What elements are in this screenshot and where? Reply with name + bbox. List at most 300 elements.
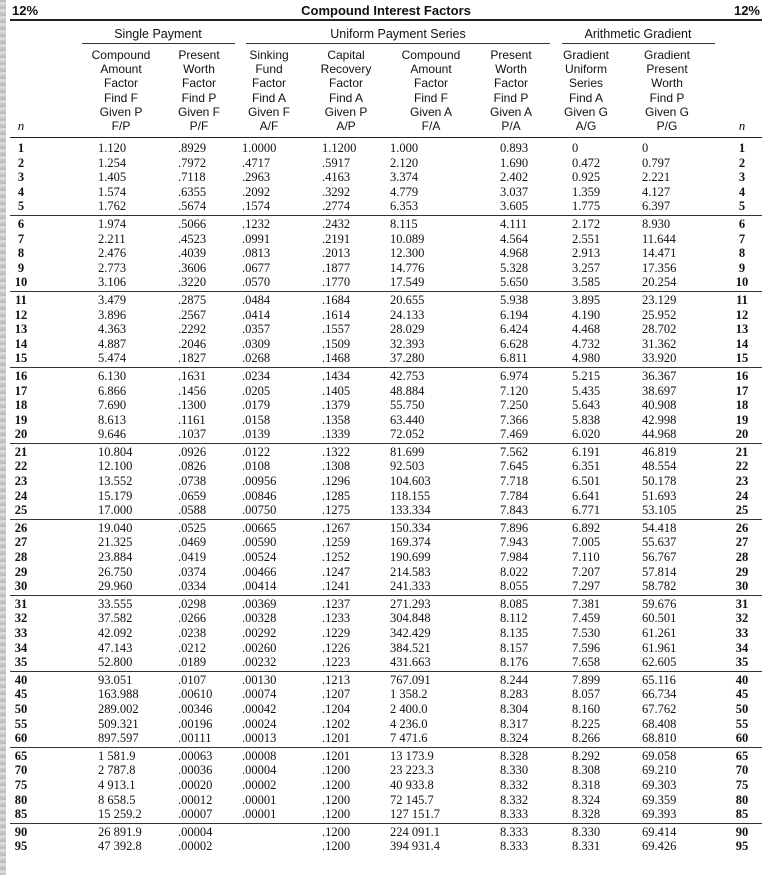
column-header-line: Find P <box>181 90 217 105</box>
cell-pa: 7.896 <box>500 520 529 535</box>
cell-ag: 8.328 <box>572 807 601 822</box>
cell-pf: .2046 <box>178 336 207 351</box>
cell-pg: 57.814 <box>642 564 677 579</box>
column-header-fa <box>390 48 472 136</box>
cell-ag: 6.020 <box>572 427 601 442</box>
column-header-line: Series <box>568 76 603 91</box>
cell-pa: 7.469 <box>500 427 529 442</box>
cell-fp: 897.597 <box>98 731 139 746</box>
cell-pa: 5.938 <box>500 292 529 307</box>
cell-af: .0677 <box>242 260 271 275</box>
cell-ap: .1200 <box>322 807 351 822</box>
cell-n_left: 14 <box>14 336 28 351</box>
cell-pg: 40.908 <box>642 398 677 413</box>
table-row <box>10 825 762 840</box>
cell-n_right: 5 <box>738 199 746 214</box>
cell-n_left: 2 <box>17 155 25 170</box>
cell-pg: 68.810 <box>642 731 677 746</box>
cell-fp: 5.474 <box>98 351 127 366</box>
cell-pa: 8.333 <box>500 839 529 854</box>
cell-fa: 28.029 <box>390 322 425 337</box>
cell-n_left: 3 <box>17 170 25 185</box>
column-header-line: n <box>738 117 746 133</box>
cell-pg: 53.105 <box>642 503 677 518</box>
cell-fa: 1.000 <box>390 141 419 155</box>
cell-fa: 271.293 <box>390 596 431 611</box>
cell-af: .0234 <box>242 368 271 383</box>
cell-pf: .4523 <box>178 231 207 246</box>
cell-pa: 8.328 <box>500 748 529 763</box>
cell-ag: 4.980 <box>572 351 601 366</box>
cell-pg: 58.782 <box>642 579 677 594</box>
cell-ag: 7.297 <box>572 579 601 594</box>
cell-af: .00024 <box>242 716 277 731</box>
cell-n_left: 5 <box>17 199 25 214</box>
cell-fp: 2.211 <box>98 231 126 246</box>
table-row <box>10 351 762 366</box>
cell-n_left: 31 <box>14 596 28 611</box>
cell-n_left: 55 <box>14 716 28 731</box>
cell-ag: 7.596 <box>572 640 601 655</box>
cell-fa: 767.091 <box>390 672 431 687</box>
cell-fp: 17.000 <box>98 503 133 518</box>
column-header-line: Find F <box>413 90 448 105</box>
interest-table-page <box>10 0 762 875</box>
cell-n_right: 19 <box>735 412 749 427</box>
cell-fa: 7 471.6 <box>390 731 428 746</box>
cell-fa: 1 358.2 <box>390 687 428 702</box>
cell-af: .00008 <box>242 748 277 763</box>
column-header-line: Compound <box>91 48 151 62</box>
table-row <box>10 413 762 428</box>
table-row <box>10 503 762 518</box>
cell-pa: 7.120 <box>500 383 529 398</box>
cell-pa: 8.330 <box>500 763 529 778</box>
cell-pg: 69.393 <box>642 807 677 822</box>
cell-n_right: 18 <box>735 398 749 413</box>
table-row <box>10 655 762 670</box>
cell-pa: 8.112 <box>500 611 528 626</box>
cell-af: .1232 <box>242 216 271 231</box>
cell-af: .1574 <box>242 199 271 214</box>
row-group <box>10 216 762 292</box>
cell-n_left: 24 <box>14 488 28 503</box>
cell-fp: 4 913.1 <box>98 777 136 792</box>
cell-pa: 3.037 <box>500 184 529 199</box>
cell-ap: .2191 <box>322 231 351 246</box>
column-header-line: Given F <box>177 104 220 119</box>
cell-n_right: 95 <box>735 839 749 854</box>
cell-n_right: 28 <box>735 550 749 565</box>
cell-pa: 7.943 <box>500 535 529 550</box>
cell-pg: 69.058 <box>642 748 677 763</box>
cell-n_left: 60 <box>14 731 28 746</box>
column-header-line: Given P <box>99 104 143 119</box>
cell-n_left: 11 <box>15 292 27 307</box>
table-row <box>10 474 762 489</box>
cell-n_right: 34 <box>735 640 749 655</box>
table-row <box>10 398 762 413</box>
cell-ag: 8.318 <box>572 777 601 792</box>
cell-ap: .1233 <box>322 611 351 626</box>
cell-n_right: 20 <box>735 427 749 442</box>
cell-n_left: 10 <box>14 275 28 290</box>
cell-ag: 7.459 <box>572 611 601 626</box>
cell-ag: 7.005 <box>572 535 601 550</box>
cell-pg: 66.734 <box>642 687 677 702</box>
cell-ap: .1200 <box>322 824 351 839</box>
cell-af: .00524 <box>242 550 277 565</box>
cell-fa: 127 151.7 <box>390 807 440 822</box>
column-header-line: Find P <box>493 90 529 105</box>
column-header-line: Gradient <box>562 48 610 62</box>
cell-ag: 3.257 <box>572 260 601 275</box>
table-row <box>10 489 762 504</box>
cell-pa: 8.333 <box>500 807 529 822</box>
cell-ag: 2.172 <box>572 216 601 231</box>
table-row <box>10 384 762 399</box>
table-row <box>10 597 762 612</box>
cell-pf: .6355 <box>178 184 207 199</box>
cell-fp: 26.750 <box>98 564 133 579</box>
table-row <box>10 717 762 732</box>
table-row <box>10 217 762 232</box>
cell-ag: 4.190 <box>572 307 601 322</box>
cell-af: .0309 <box>242 336 271 351</box>
cell-ap: .1770 <box>322 275 351 290</box>
cell-pf: .00610 <box>178 687 213 702</box>
table-row <box>10 275 762 290</box>
cell-pg: 20.254 <box>642 275 677 290</box>
cell-af: .0991 <box>242 231 271 246</box>
cell-n_left: 28 <box>14 550 28 565</box>
cell-fa: 8.115 <box>390 216 418 231</box>
cell-pf: .0374 <box>178 564 207 579</box>
cell-fa: 190.699 <box>390 550 431 565</box>
column-header-line <box>10 91 32 105</box>
cell-pg: 0.797 <box>642 155 671 170</box>
column-header-line: P/A <box>501 118 521 133</box>
cell-af: .0179 <box>242 398 271 413</box>
cell-af: .00074 <box>242 687 277 702</box>
table-row <box>10 232 762 247</box>
cell-n_left: 32 <box>14 611 28 626</box>
cell-n_left: 15 <box>14 351 28 366</box>
cell-pg: 56.767 <box>642 550 677 565</box>
cell-fa: 14.776 <box>390 260 425 275</box>
cell-pf: .3606 <box>178 260 207 275</box>
column-header-line: Amount <box>100 62 142 77</box>
cell-fp: 1.762 <box>98 199 127 214</box>
column-header-line: Factor <box>328 76 363 91</box>
cell-n_left: 6 <box>17 216 25 231</box>
cell-fp: 8.613 <box>98 412 127 427</box>
cell-fp: 6.866 <box>98 383 127 398</box>
cell-pa: 2.402 <box>500 170 529 185</box>
cell-af: .00042 <box>242 701 277 716</box>
cell-fa: 55.750 <box>390 398 425 413</box>
cell-n_right: 21 <box>735 444 749 459</box>
cell-n_right: 27 <box>735 535 749 550</box>
cell-n_left: 25 <box>14 503 28 518</box>
cell-n_left: 40 <box>14 672 28 687</box>
cell-pa: 4.564 <box>500 231 529 246</box>
column-header-line: P/F <box>189 118 209 133</box>
table-row <box>10 170 762 185</box>
cell-ap: .1200 <box>322 777 351 792</box>
cell-ap: .1468 <box>322 351 351 366</box>
column-header-line <box>10 62 32 76</box>
cell-pg: 69.414 <box>642 824 677 839</box>
cell-pf: .3220 <box>178 275 207 290</box>
cell-pa: 7.366 <box>500 412 529 427</box>
cell-pa: 8.176 <box>500 655 529 670</box>
table-row <box>10 763 762 778</box>
cell-n_right: 8 <box>738 246 746 261</box>
column-header-line: Find F <box>103 90 138 105</box>
cell-pa: 8.055 <box>500 579 529 594</box>
cell-fa: 32.393 <box>390 336 425 351</box>
cell-n_right: 32 <box>735 611 749 626</box>
cell-fp: 19.040 <box>98 520 133 535</box>
cell-fp: 47.143 <box>98 640 133 655</box>
column-header-pf <box>166 48 232 136</box>
cell-pa: 6.194 <box>500 307 529 322</box>
cell-pa: 8.283 <box>500 687 529 702</box>
cell-ap: .1200 <box>322 763 351 778</box>
cell-af: .0268 <box>242 351 271 366</box>
cell-af: .0205 <box>242 383 271 398</box>
cell-ap: .1405 <box>322 383 351 398</box>
table-row <box>10 626 762 641</box>
cell-pg: 54.418 <box>642 520 677 535</box>
cell-n_left: 70 <box>14 763 28 778</box>
cell-fp: 1.405 <box>98 170 127 185</box>
uniform-series-header: Uniform Payment Series <box>330 27 466 41</box>
column-header-line: A/P <box>336 118 356 133</box>
cell-pf: .2875 <box>178 292 207 307</box>
cell-ap: .2013 <box>322 246 351 261</box>
cell-fa: 214.583 <box>390 564 431 579</box>
cell-ap: .1267 <box>322 520 351 535</box>
cell-pg: 46.819 <box>642 444 677 459</box>
cell-ag: 8.160 <box>572 701 601 716</box>
cell-ag: 5.215 <box>572 368 601 383</box>
cell-pg: 44.968 <box>642 427 677 442</box>
cell-ap: .1226 <box>322 640 351 655</box>
cell-n_right: 70 <box>735 763 749 778</box>
cell-ag: 1.775 <box>572 199 601 214</box>
cell-pf: .00002 <box>178 839 213 854</box>
cell-fp: 12.100 <box>98 459 133 474</box>
cell-af: 1.0000 <box>242 141 277 155</box>
cell-pf: .00020 <box>178 777 213 792</box>
cell-n_right: 10 <box>735 275 749 290</box>
cell-pa: 8.333 <box>500 824 529 839</box>
row-group <box>10 748 762 824</box>
cell-fp: 52.800 <box>98 655 133 670</box>
cell-fp: 26 891.9 <box>98 824 142 839</box>
column-header-line: A/G <box>575 118 597 133</box>
cell-ag: 2.551 <box>572 231 601 246</box>
cell-ag: 2.913 <box>572 246 601 261</box>
cell-ap: .1296 <box>322 474 351 489</box>
cell-ap: .1252 <box>322 550 351 565</box>
cell-pg: 6.397 <box>642 199 671 214</box>
cell-pg: 17.356 <box>642 260 677 275</box>
cell-n_right: 60 <box>735 731 749 746</box>
cell-fa: 17.549 <box>390 275 425 290</box>
cell-n_right: 31 <box>735 596 749 611</box>
cell-ag: 8.324 <box>572 792 601 807</box>
table-row <box>10 156 762 171</box>
cell-ap: .1229 <box>322 626 351 640</box>
cell-fa: 81.699 <box>390 444 425 459</box>
cell-af: .00002 <box>242 777 277 792</box>
cell-fa: 342.429 <box>390 626 431 640</box>
cell-af: .00590 <box>242 535 277 550</box>
cell-ag: 4.468 <box>572 322 601 337</box>
cell-af: .00414 <box>242 579 277 594</box>
table-row <box>10 839 762 854</box>
cell-n_left: 19 <box>14 412 28 427</box>
table-row <box>10 337 762 352</box>
cell-fa: 6.353 <box>390 199 419 214</box>
column-header-line <box>10 76 32 90</box>
column-header-line: Given A <box>409 104 453 119</box>
cell-pg: 8.930 <box>642 216 671 231</box>
cell-ag: 6.351 <box>572 459 601 474</box>
cell-pa: 4.111 <box>500 216 528 231</box>
cell-pg: 33.920 <box>642 351 677 366</box>
cell-pf: .1300 <box>178 398 207 413</box>
cell-fa: 48.884 <box>390 383 425 398</box>
table-row <box>10 185 762 200</box>
cell-pg: 48.554 <box>642 459 677 474</box>
cell-af: .0414 <box>242 307 271 322</box>
cell-pa: 5.328 <box>500 260 529 275</box>
cell-ap: .1614 <box>322 307 351 322</box>
cell-pa: 8.157 <box>500 640 529 655</box>
cell-pf: .2292 <box>178 322 207 337</box>
cell-ag: 7.207 <box>572 564 601 579</box>
cell-pa: 8.135 <box>500 626 529 640</box>
cell-n_right: 55 <box>735 716 749 731</box>
cell-fp: 29.960 <box>98 579 133 594</box>
cell-af: .00369 <box>242 596 277 611</box>
cell-af: .00013 <box>242 731 277 746</box>
cell-pf: .0525 <box>178 520 207 535</box>
cell-n_left: 65 <box>14 748 28 763</box>
cell-pg: 68.408 <box>642 716 677 731</box>
column-header-line: n <box>17 117 25 133</box>
cell-ag: 4.732 <box>572 336 601 351</box>
cell-pg: 62.605 <box>642 655 677 670</box>
column-header-line: Find A <box>568 90 604 105</box>
cell-ap: .1237 <box>322 596 351 611</box>
cell-pg: 38.697 <box>642 383 677 398</box>
row-group <box>10 444 762 520</box>
cell-n_left: 35 <box>14 655 28 670</box>
cell-fa: 394 931.4 <box>390 839 440 854</box>
column-header-line: Given G <box>644 104 689 119</box>
table-row <box>10 749 762 764</box>
cell-ap: .1207 <box>322 687 351 702</box>
cell-af: .0813 <box>242 246 271 261</box>
cell-n_right: 9 <box>738 260 746 275</box>
cell-pg: 67.762 <box>642 701 677 716</box>
table-row <box>10 322 762 337</box>
cell-fp: 47 392.8 <box>98 839 142 854</box>
cell-pg: 51.693 <box>642 488 677 503</box>
cell-n_right: 16 <box>735 368 749 383</box>
table-row <box>10 521 762 536</box>
cell-ag: 8.266 <box>572 731 601 746</box>
cell-n_right: 65 <box>735 748 749 763</box>
cell-pf: .0738 <box>178 474 207 489</box>
column-header-line: A/F <box>259 118 279 133</box>
cell-ag: 5.643 <box>572 398 601 413</box>
table-row <box>10 427 762 442</box>
table-row <box>10 565 762 580</box>
cell-fa: 169.374 <box>390 535 431 550</box>
cell-pg: 23.129 <box>642 292 677 307</box>
cell-pf: .7972 <box>178 155 207 170</box>
cell-ag: 5.838 <box>572 412 601 427</box>
cell-fp: 3.896 <box>98 307 127 322</box>
cell-pg: 69.210 <box>642 763 677 778</box>
cell-fa: 3.374 <box>390 170 419 185</box>
cell-n_right: 15 <box>735 351 749 366</box>
cell-n_right: 75 <box>735 777 749 792</box>
cell-pf: .0419 <box>178 550 207 565</box>
cell-ag: 6.892 <box>572 520 601 535</box>
cell-ap: .1201 <box>322 731 351 746</box>
cell-pg: 0 <box>642 141 649 155</box>
cell-fa: 133.334 <box>390 503 431 518</box>
cell-fp: 163.988 <box>98 687 139 702</box>
column-header-line: Given P <box>324 104 368 119</box>
cell-ag: 0.472 <box>572 155 601 170</box>
cell-n_left: 50 <box>14 701 28 716</box>
cell-af: .00130 <box>242 672 277 687</box>
column-header-line <box>10 48 32 62</box>
cell-ag: 6.191 <box>572 444 601 459</box>
cell-af: .0108 <box>242 459 271 474</box>
left-rate-label: 12% <box>12 3 39 18</box>
cell-ag: 8.330 <box>572 824 601 839</box>
cell-ap: .1877 <box>322 260 351 275</box>
cell-af: .00004 <box>242 763 277 778</box>
cell-ap: 1.1200 <box>322 141 357 155</box>
cell-ag: 6.641 <box>572 488 601 503</box>
cell-af: .00750 <box>242 503 277 518</box>
cell-ap: .5917 <box>322 155 351 170</box>
cell-n_right: 33 <box>735 626 749 640</box>
cell-pf: .0189 <box>178 655 207 670</box>
column-header-line: Factor <box>181 76 216 91</box>
cell-ag: 8.308 <box>572 763 601 778</box>
cell-ap: .1322 <box>322 444 351 459</box>
cell-ap: .1557 <box>322 322 351 337</box>
cell-pa: 6.628 <box>500 336 529 351</box>
column-header-line: Find A <box>328 90 364 105</box>
column-header-line: Given G <box>563 104 608 119</box>
cell-pg: 69.303 <box>642 777 677 792</box>
cell-pa: 1.690 <box>500 155 529 170</box>
cell-fp: 2.773 <box>98 260 127 275</box>
table-row <box>10 793 762 808</box>
